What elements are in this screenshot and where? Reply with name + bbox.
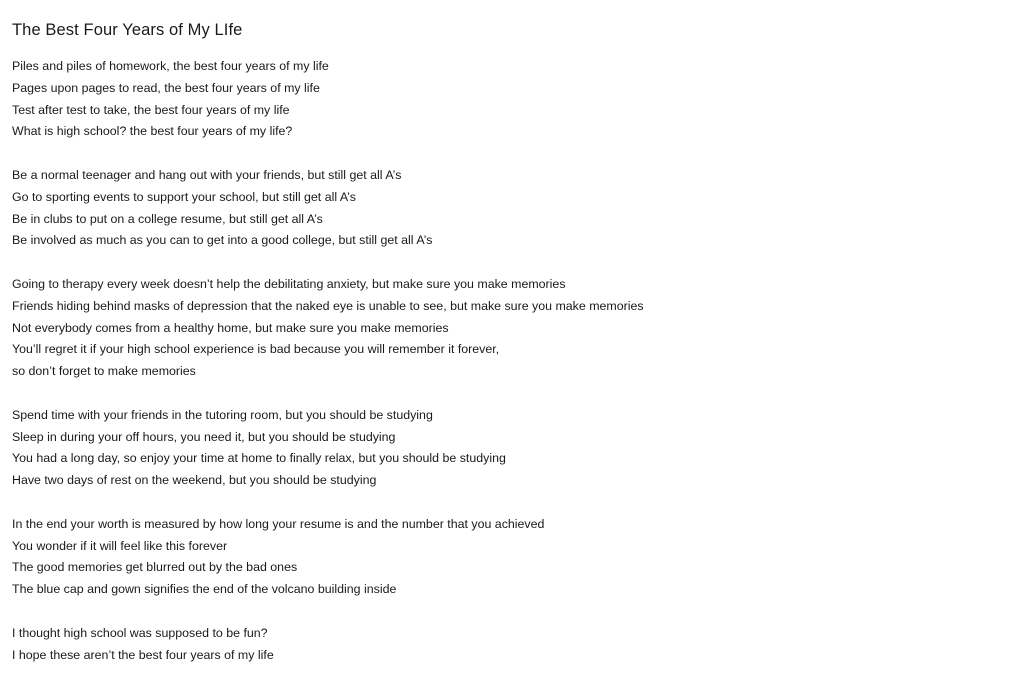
stanza-3 — [12, 274, 1024, 383]
poem-line: I thought high school was supposed to be fun? — [12, 625, 268, 640]
poem-line: Pages upon pages to read, the best four years of my life — [12, 80, 320, 95]
stanza-1 — [12, 56, 1024, 143]
poem-line: You’ll regret it if your high school experience is bad because you will remember it forever, — [12, 342, 500, 357]
poem-line: The good memories get blurred out by the bad ones — [12, 560, 298, 575]
poem-line: Not everybody comes from a healthy home, but make sure you make memories — [12, 320, 449, 335]
poem-line: Spend time with your friends in the tutoring room, but you should be studying — [12, 407, 433, 422]
poem-line: Be in clubs to put on a college resume, but still get all A’s — [12, 211, 323, 226]
poem-line: Friends hiding behind masks of depression that the naked eye is unable to see, but make sure you make memories — [12, 298, 644, 313]
poem-line: You wonder if it will feel like this forever — [12, 538, 228, 553]
poem-line: Sleep in during your off hours, you need it, but you should be studying — [12, 429, 396, 444]
stanza-4 — [12, 405, 1024, 492]
poem-line: In the end your worth is measured by how long your resume is and the number that you achieved — [12, 516, 545, 531]
poem-line: Be a normal teenager and hang out with your friends, but still get all A’s — [12, 167, 402, 182]
poem-line: Go to sporting events to support your school, but still get all A’s — [12, 189, 356, 204]
poem-line: Going to therapy every week doesn’t help the debilitating anxiety, but make sure you make memories — [12, 276, 566, 291]
stanza-5 — [12, 514, 1024, 601]
page-title: The Best Four Years of My LIfe — [12, 21, 243, 39]
stanza-6 — [12, 623, 1024, 667]
poem-line: I hope these aren’t the best four years of my life — [12, 647, 274, 662]
stanza-2 — [12, 165, 1024, 252]
poem-line: What is high school? the best four years of my life? — [12, 124, 293, 139]
poem-line: Test after test to take, the best four years of my life — [12, 102, 290, 117]
poem-body — [12, 56, 1024, 666]
poem-line: so don’t forget to make memories — [12, 364, 196, 379]
poem-line: Be involved as much as you can to get into a good college, but still get all A’s — [12, 233, 433, 248]
poem-line: The blue cap and gown signifies the end of the volcano building inside — [12, 582, 397, 597]
poem-line: Piles and piles of homework, the best four years of my life — [12, 59, 329, 73]
poem-line: Have two days of rest on the weekend, but you should be studying — [12, 473, 377, 488]
poem-line: You had a long day, so enjoy your time at home to finally relax, but you should be studying — [12, 451, 506, 466]
